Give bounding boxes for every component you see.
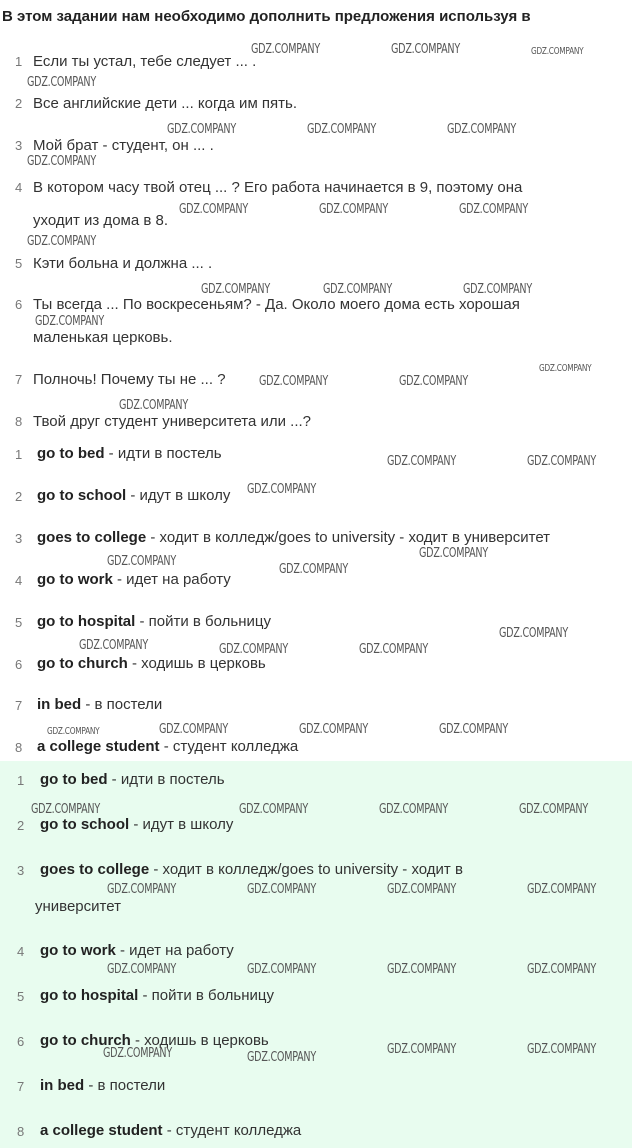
answer-line	[40, 987, 274, 1004]
watermark: GDZ.COMPANY	[107, 962, 176, 977]
sentence-text-line2: уходит из дома в 8.	[33, 212, 168, 229]
watermark: GDZ.COMPANY	[527, 882, 596, 897]
watermark: GDZ.COMPANY	[47, 726, 100, 737]
watermark: GDZ.COMPANY	[27, 234, 96, 249]
watermark: GDZ.COMPANY	[247, 882, 316, 897]
answer-line	[40, 1032, 269, 1049]
answer-number: 6	[17, 1034, 25, 1049]
phrase-number: 7	[15, 698, 23, 713]
phrase-line	[37, 529, 550, 546]
watermark: GDZ.COMPANY	[27, 154, 96, 169]
sentence-text: Все английские дети ... когда им пять.	[33, 95, 298, 112]
phrase-term: go to bed	[37, 445, 105, 462]
watermark: GDZ.COMPANY	[279, 562, 348, 577]
watermark: GDZ.COMPANY	[201, 282, 270, 297]
watermark: GDZ.COMPANY	[447, 122, 516, 137]
answer-number: 8	[17, 1124, 25, 1139]
answer-number: 1	[17, 773, 25, 788]
sentence-number: 8	[15, 414, 23, 429]
phrase-number: 4	[15, 573, 23, 588]
phrase-translation: - идут в школу	[126, 487, 231, 504]
sentence-number: 5	[15, 256, 23, 271]
phrase-line	[37, 571, 231, 588]
answer-translation: - пойти в больницу	[138, 987, 274, 1004]
watermark: GDZ.COMPANY	[319, 202, 388, 217]
watermark: GDZ.COMPANY	[247, 482, 316, 497]
sentence-text: Если ты устал, тебе следует ... .	[33, 53, 257, 70]
answer-line	[40, 771, 225, 788]
answer-term: go to work	[40, 942, 116, 959]
sentence-number: 3	[15, 138, 23, 153]
watermark: GDZ.COMPANY	[107, 882, 176, 897]
phrase-translation: - пойти в больницу	[135, 613, 271, 630]
sentence-text: Кэти больна и должна ... .	[33, 255, 213, 272]
watermark: GDZ.COMPANY	[247, 1050, 316, 1065]
watermark: GDZ.COMPANY	[519, 802, 588, 817]
answer-translation: - в постели	[84, 1077, 166, 1094]
watermark: GDZ.COMPANY	[527, 1042, 596, 1057]
watermark: GDZ.COMPANY	[307, 122, 376, 137]
answer-term: go to hospital	[40, 987, 139, 1004]
page-heading: В этом задании нам необходимо дополнить предложения используя в	[2, 8, 531, 25]
watermark: GDZ.COMPANY	[527, 962, 596, 977]
phrase-number: 6	[15, 657, 23, 672]
answer-line	[40, 1077, 165, 1094]
watermark: GDZ.COMPANY	[167, 122, 236, 137]
phrase-translation: - в постели	[81, 696, 163, 713]
watermark: GDZ.COMPANY	[459, 202, 528, 217]
phrase-number: 5	[15, 615, 23, 630]
phrase-term: go to work	[37, 571, 113, 588]
answer-line	[40, 942, 234, 959]
watermark: GDZ.COMPANY	[387, 882, 456, 897]
sentence-text-line1: В котором часу твой отец ... ? Его работа начинается в 9, поэтому она	[33, 179, 523, 196]
watermark: GDZ.COMPANY	[539, 363, 592, 374]
sentence-text-line1: Ты всегда ... По воскресеньям? - Да. Около моего дома есть хорошая	[33, 296, 520, 313]
answer-translation: - студент колледжа	[162, 1122, 302, 1139]
answer-term: go to bed	[40, 771, 108, 788]
watermark: GDZ.COMPANY	[439, 722, 508, 737]
watermark: GDZ.COMPANY	[379, 802, 448, 817]
watermark: GDZ.COMPANY	[419, 546, 488, 561]
watermark: GDZ.COMPANY	[247, 962, 316, 977]
phrase-number: 2	[15, 489, 23, 504]
phrase-line	[37, 487, 230, 504]
answer-line	[40, 861, 463, 878]
watermark: GDZ.COMPANY	[359, 642, 428, 657]
answer-number: 4	[17, 944, 25, 959]
watermark: GDZ.COMPANY	[387, 454, 456, 469]
sentence-number: 4	[15, 180, 23, 195]
sentence-number: 7	[15, 372, 23, 387]
phrase-term: go to school	[37, 487, 127, 504]
watermark: GDZ.COMPANY	[499, 626, 568, 641]
phrase-line	[37, 613, 271, 630]
watermark: GDZ.COMPANY	[219, 642, 288, 657]
heading-cutoff-line	[38, 28, 368, 36]
answer-term: go to church	[40, 1032, 131, 1049]
phrase-translation: - студент колледжа	[159, 738, 299, 755]
answer-translation: - идут в школу	[129, 816, 234, 833]
answer-translation: - идет на работу	[115, 942, 234, 959]
answer-number: 7	[17, 1079, 25, 1094]
watermark: GDZ.COMPANY	[323, 282, 392, 297]
watermark: GDZ.COMPANY	[35, 314, 104, 329]
phrase-number: 3	[15, 531, 23, 546]
phrase-line	[37, 696, 162, 713]
answer-term: in bed	[40, 1077, 85, 1094]
phrase-line	[37, 445, 222, 462]
watermark: GDZ.COMPANY	[79, 638, 148, 653]
watermark: GDZ.COMPANY	[527, 454, 596, 469]
answer-line	[40, 816, 233, 833]
sentence-number: 2	[15, 96, 23, 111]
watermark: GDZ.COMPANY	[159, 722, 228, 737]
answer-translation: - ходишь в церковь	[130, 1032, 269, 1049]
phrase-term: goes to college	[37, 529, 147, 546]
watermark: GDZ.COMPANY	[251, 42, 320, 57]
watermark: GDZ.COMPANY	[259, 374, 328, 389]
answer-term: go to school	[40, 816, 130, 833]
sentence-number: 6	[15, 297, 23, 312]
sentence-text: Полночь! Почему ты не ... ?	[33, 371, 226, 388]
watermark: GDZ.COMPANY	[31, 802, 100, 817]
answer-number: 3	[17, 863, 25, 878]
answer-translation: - идти в постель	[107, 771, 225, 788]
phrase-translation: - ходит в колледж/goes to university - ходит в университет	[146, 529, 551, 546]
phrase-number: 1	[15, 447, 23, 462]
sentence-text: Мой брат - студент, он ... .	[33, 137, 214, 154]
sentence-text-line2: маленькая церковь.	[33, 329, 173, 346]
answer-number: 5	[17, 989, 25, 1004]
watermark: GDZ.COMPANY	[239, 802, 308, 817]
answer-line2: университет	[35, 898, 121, 915]
watermark: GDZ.COMPANY	[463, 282, 532, 297]
sentence-number: 1	[15, 54, 23, 69]
phrase-number: 8	[15, 740, 23, 755]
phrase-term: go to hospital	[37, 613, 136, 630]
phrase-line	[37, 655, 266, 672]
answer-term: goes to college	[40, 861, 150, 878]
watermark: GDZ.COMPANY	[179, 202, 248, 217]
answer-line	[40, 1122, 301, 1139]
phrase-term: go to church	[37, 655, 128, 672]
watermark: GDZ.COMPANY	[299, 722, 368, 737]
phrase-line	[37, 738, 298, 755]
answer-term: a college student	[40, 1122, 163, 1139]
phrase-translation: - ходишь в церковь	[127, 655, 266, 672]
watermark: GDZ.COMPANY	[531, 46, 584, 57]
watermark: GDZ.COMPANY	[119, 398, 188, 413]
phrase-translation: - идти в постель	[104, 445, 222, 462]
watermark: GDZ.COMPANY	[387, 1042, 456, 1057]
watermark: GDZ.COMPANY	[103, 1046, 172, 1061]
watermark: GDZ.COMPANY	[27, 75, 96, 90]
phrase-term: a college student	[37, 738, 160, 755]
answer-translation: - ходит в колледж/goes to university - ходит в	[149, 861, 463, 878]
watermark: GDZ.COMPANY	[399, 374, 468, 389]
answer-number: 2	[17, 818, 25, 833]
phrase-translation: - идет на работу	[112, 571, 231, 588]
phrase-term: in bed	[37, 696, 82, 713]
watermark: GDZ.COMPANY	[391, 42, 460, 57]
watermark: GDZ.COMPANY	[387, 962, 456, 977]
sentence-text: Твой друг студент университета или ...?	[33, 413, 312, 430]
watermark: GDZ.COMPANY	[107, 554, 176, 569]
